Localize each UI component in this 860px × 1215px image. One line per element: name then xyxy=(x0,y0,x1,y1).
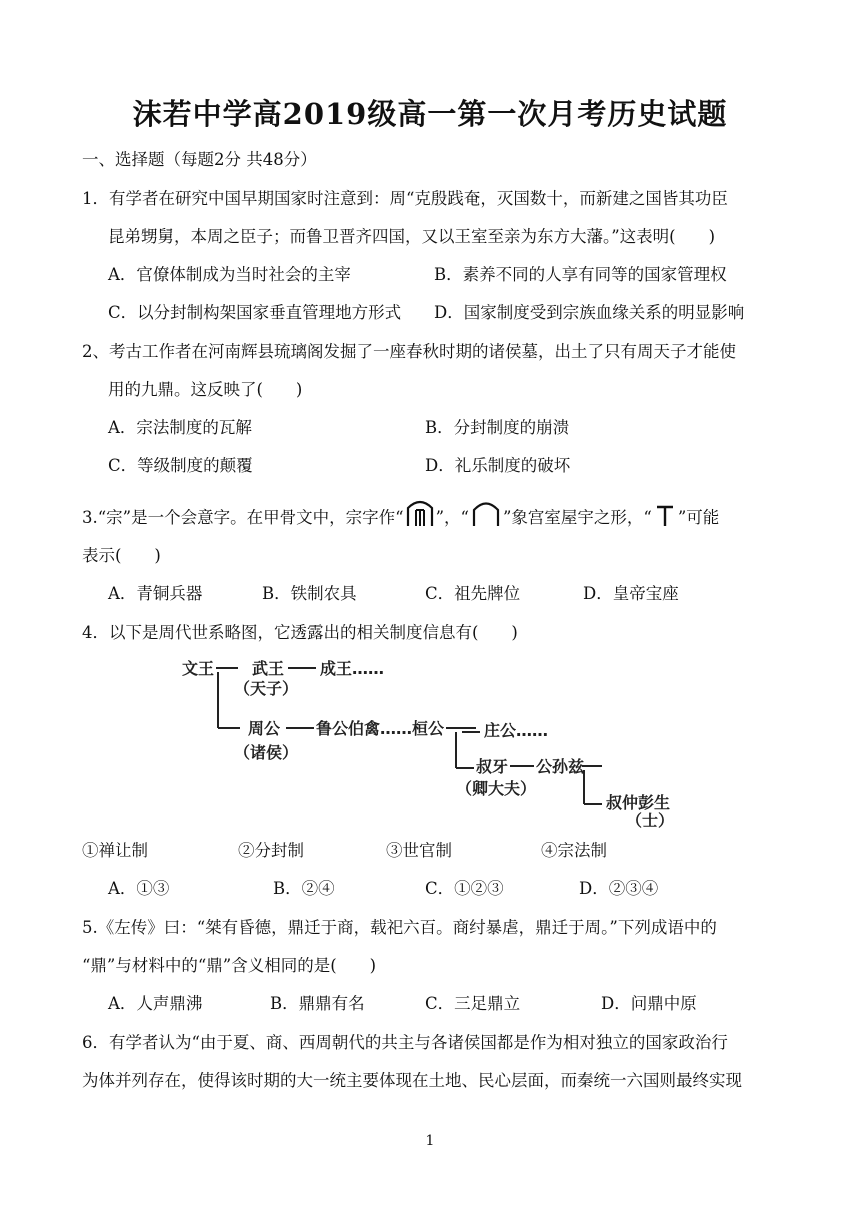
q2-option-b: B．分封制度的崩溃 xyxy=(425,418,570,437)
tree-node-wuwang: 武王 xyxy=(252,659,285,678)
q3-text-part-1: 3.“宗”是一个会意字。在甲骨文中，宗字作“ xyxy=(82,508,404,527)
q1-line-1: 1．有学者在研究中国早期国家时注意到：周“克殷践奄，灭国数十，而新建之国皆其功臣 xyxy=(82,189,728,208)
oracle-shi-glyph-icon xyxy=(652,508,678,528)
q2-option-d: D．礼乐制度的破坏 xyxy=(425,456,571,475)
q5-line-1: 5.《左传》曰：“桀有昏德，鼎迁于商，载祀六百。商纣暴虐，鼎迁于周。”下列成语中的 xyxy=(82,918,717,937)
oracle-zong-glyph-icon xyxy=(404,508,436,528)
page-number: 1 xyxy=(425,1133,435,1149)
q4-option-d: D．②③④ xyxy=(579,879,659,898)
q1-option-c: C．以分封制构架国家垂直管理地方形式 xyxy=(108,303,402,322)
tree-node-shuzhong: 叔仲彭生 xyxy=(606,793,671,812)
tree-node-boqin: 鲁公伯禽……桓公 xyxy=(316,719,445,738)
tree-node-shuya: 叔牙 xyxy=(476,757,509,776)
q5-option-a: A．人声鼎沸 xyxy=(108,994,203,1013)
oracle-roof-glyph-icon xyxy=(469,508,503,528)
q6-line-2: 为体并列存在，使得该时期的大一统主要体现在土地、民心层面，而秦统一六国则最终实现 xyxy=(82,1071,742,1090)
q6-line-1: 6．有学者认为“由于夏、商、西周朝代的共主与各诸侯国都是作为相对独立的国家政治行 xyxy=(82,1033,728,1052)
tree-node-chengwang: 成王…… xyxy=(320,659,385,678)
q4-item-3: ③世官制 xyxy=(386,841,452,860)
q3-line-1 xyxy=(82,508,719,528)
q2-line-2: 用的九鼎。这反映了( ) xyxy=(108,380,303,399)
tree-node-zhougong: 周公 xyxy=(248,719,281,738)
q1-option-b: B．素养不同的人享有同等的国家管理权 xyxy=(434,265,727,284)
q4-item-1: ①禅让制 xyxy=(82,841,148,860)
q1-line-2: 昆弟甥舅，本周之臣子；而鲁卫晋齐四国，又以王室至亲为东方大藩。”这表明( ) xyxy=(108,227,716,246)
tree-rank-qingdafu: （卿大夫） xyxy=(456,779,537,798)
q4-option-a: A．①③ xyxy=(108,879,170,898)
q4-item-2: ②分封制 xyxy=(238,841,304,860)
q3-option-b: B．铁制农具 xyxy=(262,584,357,603)
tree-node-wenwang: 文王 xyxy=(182,659,215,678)
q2-option-a: A．宗法制度的瓦解 xyxy=(108,418,252,437)
q1-option-a: A．官僚体制成为当时社会的主宰 xyxy=(108,265,351,284)
page-title: 沫若中学高2019级高一第一次月考历史试题 xyxy=(132,97,728,131)
q3-text-part-4: ”可能 xyxy=(677,508,720,527)
q1-option-d: D．国家制度受到宗族血缘关系的明显影响 xyxy=(434,303,745,322)
tree-rank-tianzi: （天子） xyxy=(234,679,299,698)
q3-text-part-3: ”象宫室屋宇之形，“ xyxy=(502,508,652,527)
q5-option-c: C．三足鼎立 xyxy=(425,994,521,1013)
section-heading: 一、选择题（每题2分 共48分） xyxy=(82,150,317,169)
tree-node-zhuanggong: 庄公…… xyxy=(484,721,549,740)
q2-line-1: 2、考古工作者在河南辉县琉璃阁发掘了一座春秋时期的诸侯墓，出土了只有周天子才能使 xyxy=(82,342,736,361)
q5-option-b: B．鼎鼎有名 xyxy=(270,994,365,1013)
q3-option-c: C．祖先牌位 xyxy=(425,584,521,603)
tree-node-gongsunzi: 公孙兹 xyxy=(536,757,585,776)
q4-line-1: 4．以下是周代世系略图，它透露出的相关制度信息有( ) xyxy=(82,623,518,642)
q3-line-2: 表示( ) xyxy=(82,546,161,565)
q3-option-d: D．皇帝宝座 xyxy=(583,584,679,603)
q5-option-d: D．问鼎中原 xyxy=(601,994,697,1013)
tree-rank-zhuhou: （诸侯） xyxy=(234,743,299,762)
q2-option-c: C．等级制度的颠覆 xyxy=(108,456,253,475)
q4-option-b: B．②④ xyxy=(273,879,335,898)
tree-rank-shi: （士） xyxy=(626,811,675,830)
q4-item-4: ④宗法制 xyxy=(541,841,607,860)
q5-line-2: “鼎”与材料中的“鼎”含义相同的是( ) xyxy=(82,956,377,975)
q3-text-part-2: ”，“ xyxy=(435,508,469,527)
q4-option-c: C．①②③ xyxy=(425,879,504,898)
zhou-genealogy-diagram xyxy=(176,650,686,830)
q3-option-a: A．青铜兵器 xyxy=(108,584,203,603)
